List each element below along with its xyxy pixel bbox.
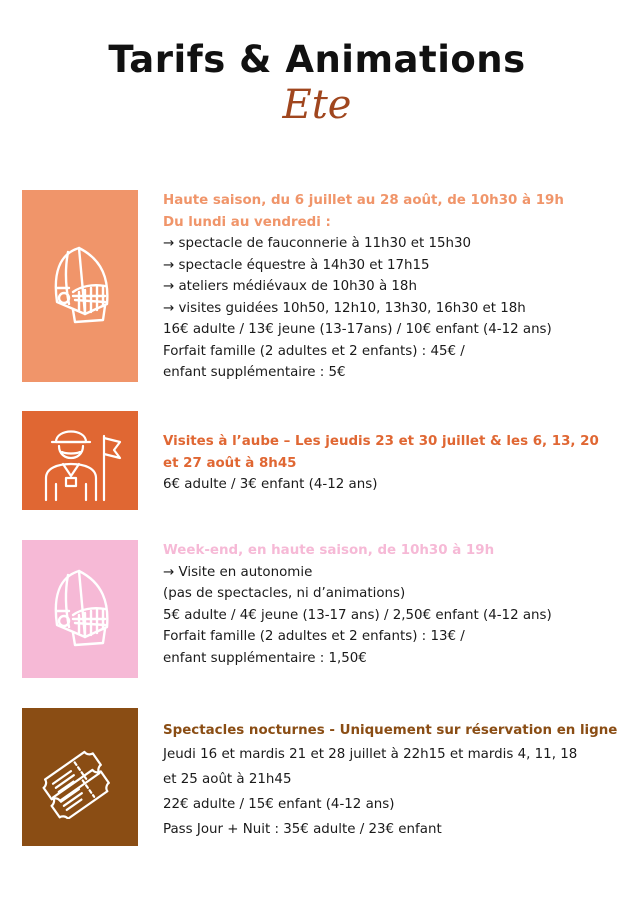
section-line: 22€ adulte / 15€ enfant (4-12 ans) [163, 796, 395, 812]
section-text [163, 720, 623, 842]
section-line: Jeudi 16 et mardis 21 et 28 juillet à 22h15 et mardis 4, 11, 18 [163, 746, 578, 762]
section-icon-box [22, 708, 138, 846]
section-heading-line: Week-end, en haute saison, de 10h30 à 19h [163, 543, 495, 558]
page-subtitle: Ete [282, 82, 352, 128]
knight-helmet-icon [45, 567, 115, 651]
section-haute-saison [22, 190, 622, 382]
page-title: Tarifs & Animations [108, 38, 526, 81]
section-line: enfant supplémentaire : 5€ [163, 365, 346, 380]
section-heading-line: Du lundi au vendredi : [163, 214, 331, 230]
section-text [163, 190, 623, 384]
section-line: 16€ adulte / 13€ jeune (13-17ans) / 10€ enfant (4-12 ans) [163, 322, 552, 337]
section-line: → visites guidées 10h50, 12h10, 13h30, 16h30 et 18h [163, 300, 526, 316]
section-line: Forfait famille (2 adultes et 2 enfants) : 13€ / [163, 629, 465, 644]
section-line: (pas de spectacles, ni d’animations) [163, 586, 406, 601]
knight-helmet-icon [45, 244, 115, 328]
section-line: Forfait famille (2 adultes et 2 enfants) : 45€ / [163, 343, 465, 359]
section-week-end [22, 540, 622, 678]
section-spectacles-nocturnes [22, 708, 622, 846]
section-heading-line: Spectacles nocturnes - Uniquement sur réservation en ligne [163, 723, 618, 738]
guide-with-flag-icon [38, 420, 122, 502]
tickets-icon [38, 735, 122, 819]
section-line: enfant supplémentaire : 1,50€ [163, 650, 367, 666]
section-heading-line: Haute saison, du 6 juillet au 28 août, de 10h30 à 19h [163, 193, 564, 208]
section-line: Pass Jour + Nuit : 35€ adulte / 23€ enfant [163, 821, 442, 837]
section-icon-box [22, 411, 138, 510]
section-line: et 25 août à 21h45 [163, 771, 292, 787]
section-icon-box [22, 190, 138, 382]
section-text [163, 540, 623, 669]
section-heading-line: Visites à l’aube – Les jeudis 23 et 30 juillet & les 6, 13, 20 [163, 434, 599, 449]
section-visites-aube [22, 411, 622, 510]
section-line: 5€ adulte / 4€ jeune (13-17 ans) / 2,50€ enfant (4-12 ans) [163, 607, 552, 623]
section-text [163, 431, 623, 496]
section-line: → Visite en autonomie [163, 564, 313, 580]
section-heading-line: et 27 août à 8h45 [163, 455, 297, 471]
section-line: → spectacle de fauconnerie à 11h30 et 15h30 [163, 236, 472, 251]
section-line: 6€ adulte / 3€ enfant (4-12 ans) [163, 477, 378, 492]
section-line: → spectacle équestre à 14h30 et 17h15 [163, 257, 430, 273]
section-line: → ateliers médiévaux de 10h30 à 18h [163, 279, 417, 294]
section-icon-box [22, 540, 138, 678]
